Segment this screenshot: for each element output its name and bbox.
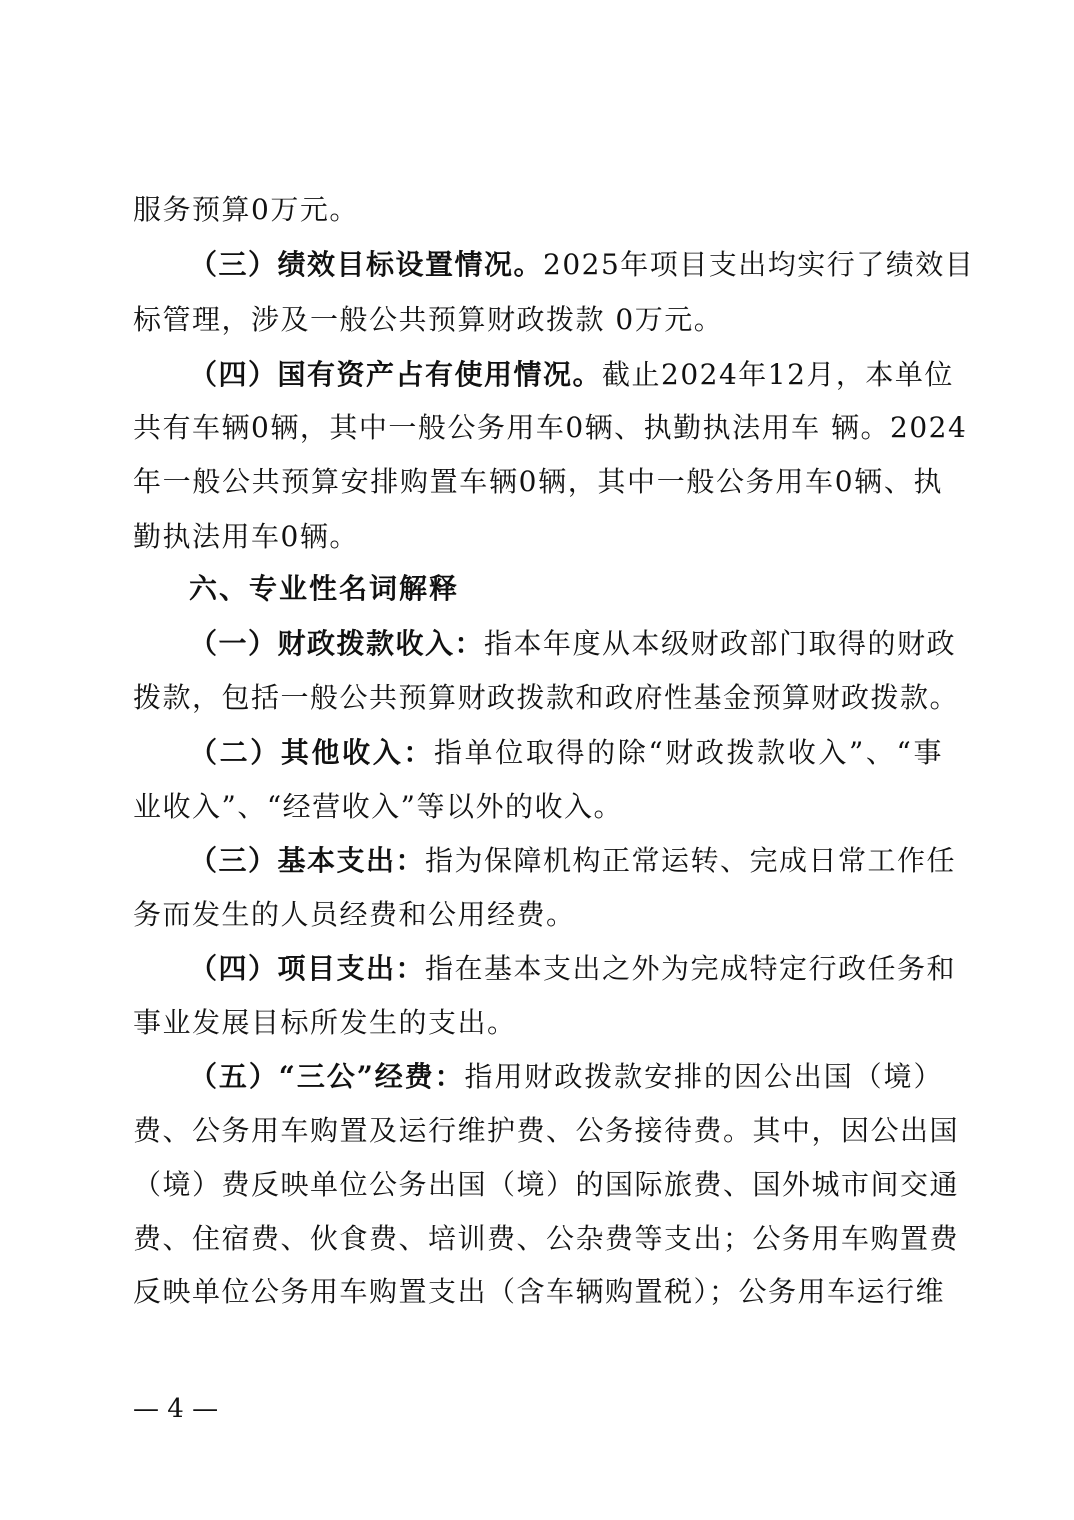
line-text: 标管理，涉及一般公共预算财政拨款 0万元。 [133, 303, 724, 336]
body-line-16 [133, 1003, 943, 1043]
paragraph-heading: （四）国有资产占有使用情况。 [189, 358, 603, 391]
body-line-4 [189, 355, 954, 395]
line-text: 指用财政拨款安排的因公出国（境） [464, 1060, 943, 1093]
body-line-2 [189, 245, 975, 285]
term-label: （五）“三公”经费： [189, 1060, 465, 1093]
body-line-21 [133, 1272, 946, 1312]
term-label: （一）财政拨款收入： [189, 627, 485, 660]
line-text: 勤执法用车0辆。 [133, 520, 359, 553]
line-text: 指单位取得的除“财政拨款收入”、“事 [433, 736, 943, 769]
body-line-14 [133, 895, 943, 935]
line-text: 截止2024年12月，本单位 [602, 358, 954, 391]
body-line-19 [133, 1165, 960, 1205]
body-line-20 [133, 1219, 960, 1259]
line-text: 指在基本支出之外为完成特定行政任务和 [425, 952, 957, 985]
line-text: 拨款，包括一般公共预算财政拨款和政府性基金预算财政拨款。 [133, 681, 960, 714]
term-label: （四）项目支出： [189, 952, 426, 985]
page-number: — 4 — [133, 1394, 219, 1424]
section-heading [189, 569, 943, 609]
body-line-6 [133, 462, 943, 502]
body-line-7 [133, 517, 943, 557]
line-text: 指本年度从本级财政部门取得的财政 [484, 627, 957, 660]
line-text: 费、住宿费、伙食费、培训费、公杂费等支出；公务用车购置费 [133, 1222, 960, 1255]
body-line-15 [189, 949, 957, 989]
body-line-5 [133, 408, 968, 448]
body-line-1 [133, 190, 943, 230]
body-line-18 [133, 1111, 960, 1151]
body-line-12 [133, 787, 943, 827]
line-text: 服务预算0万元。 [133, 193, 359, 226]
term-label: （二）其他收入： [189, 736, 434, 769]
body-line-10 [133, 678, 960, 718]
line-text: 事业发展目标所发生的支出。 [133, 1006, 517, 1039]
line-text: 业收入”、“经营收入”等以外的收入。 [133, 790, 623, 823]
body-line-11 [189, 733, 943, 773]
line-text: 务而发生的人员经费和公用经费。 [133, 898, 576, 931]
line-text: 反映单位公务用车购置支出（含车辆购置税）；公务用车运行维 [133, 1275, 946, 1308]
body-line-13 [189, 841, 957, 881]
line-text: 2025年项目支出均实行了绩效目 [543, 248, 975, 281]
paragraph-heading: （三）绩效目标设置情况。 [189, 248, 544, 281]
line-text: （境）费反映单位公务出国（境）的国际旅费、国外城市间交通 [133, 1168, 960, 1201]
term-label: （三）基本支出： [189, 844, 426, 877]
body-line-3 [133, 300, 943, 340]
line-text: 年一般公共预算安排购置车辆0辆，其中一般公务用车0辆、执 [133, 465, 943, 498]
body-line-9 [189, 624, 957, 664]
body-line-17 [189, 1057, 943, 1097]
section-title: 六、专业性名词解释 [189, 572, 460, 605]
line-text: 费、公务用车购置及运行维护费、公务接待费。其中，因公出国 [133, 1114, 960, 1147]
line-text: 指为保障机构正常运转、完成日常工作任 [425, 844, 957, 877]
line-text: 共有车辆0辆，其中一般公务用车0辆、执勤执法用车 辆。2024 [133, 411, 968, 444]
